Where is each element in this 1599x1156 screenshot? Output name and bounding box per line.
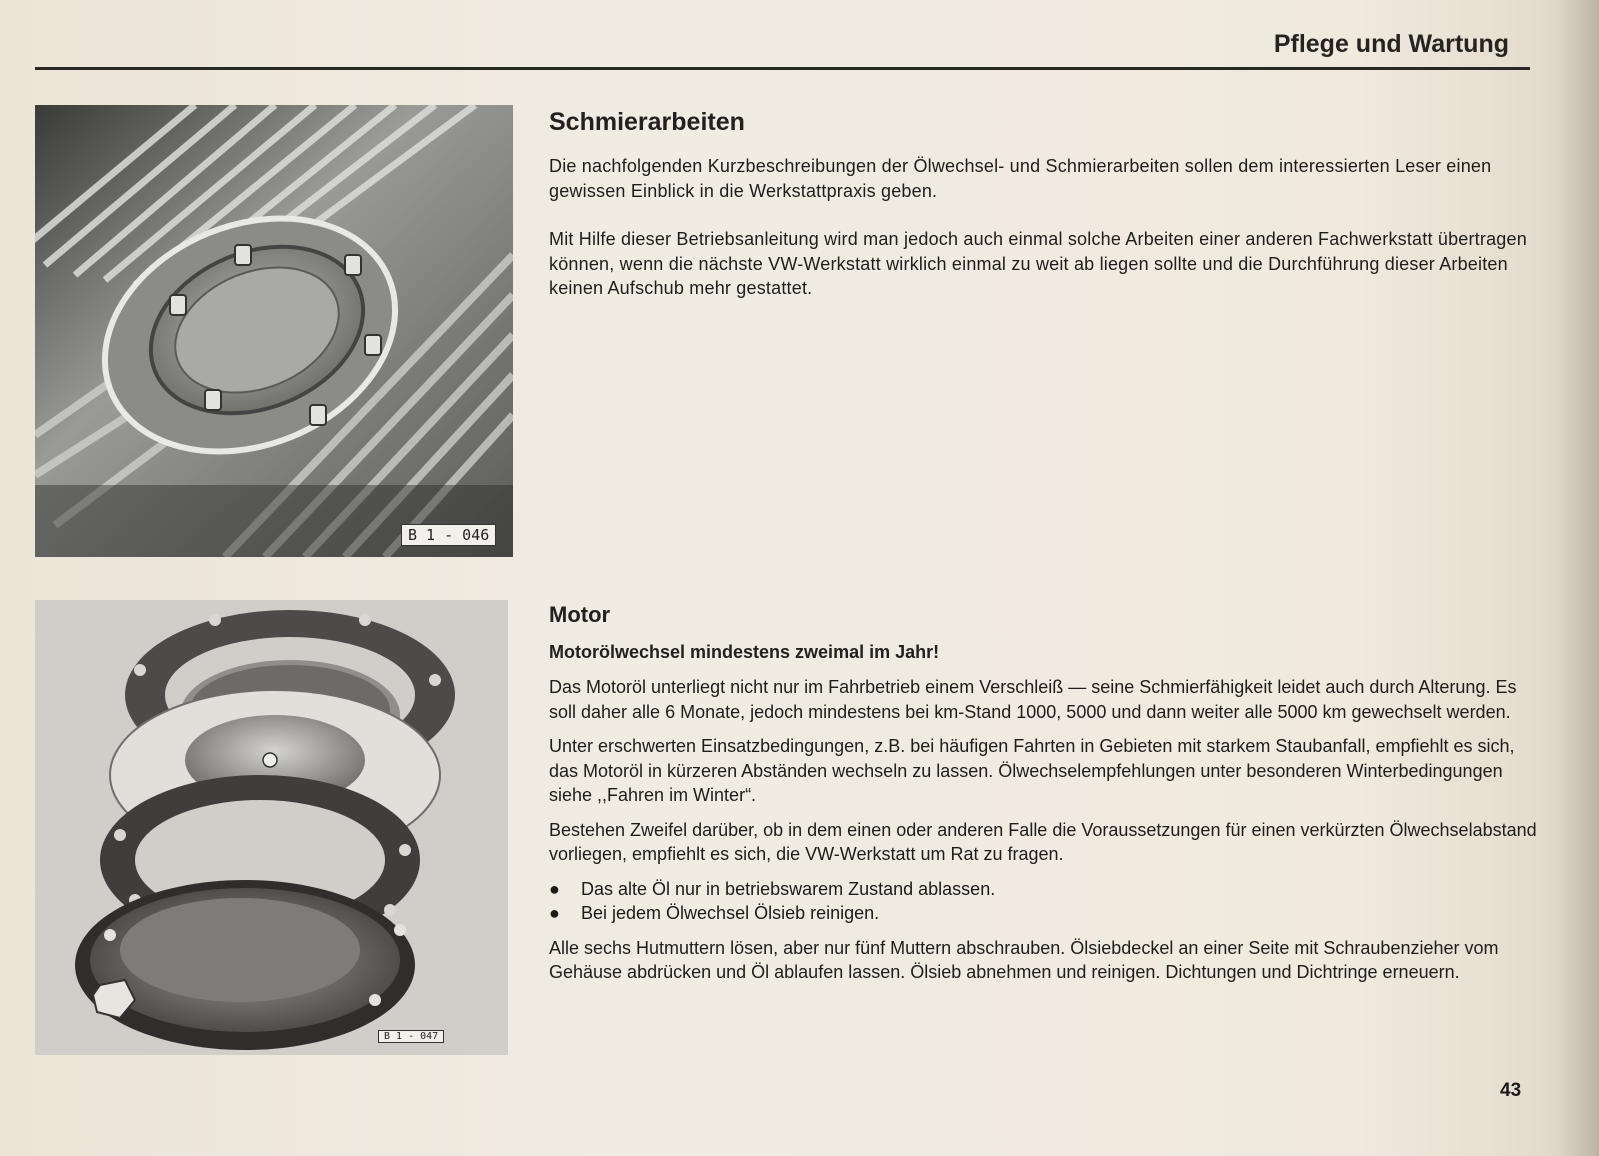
section-motor xyxy=(549,602,1539,995)
paragraph-verschleiss: Das Motoröl unterliegt nicht nur im Fahrbetrieb einem Verschleiß — seine Schmierfähigkeit leidet auch durch Alterung. Es soll daher alle 6 Monate, jedoch mindestens bei km-Stand 1000, 5000 und dann weiter alle 5000 km gewechselt werden. xyxy=(549,677,1517,722)
paragraph-betriebsanleitung: Mit Hilfe dieser Betriebsanleitung wird man jedoch auch einmal solche Arbeiten einer anderen Fachwerkstatt übertragen können, wenn die nächste VW-Werkstatt wirklich einmal zu weit ab liegen sollte und die Durchführung dieser Arbeiten keinen Aufschub mehr gestattet. xyxy=(549,229,1527,298)
paragraph-zweifel: Bestehen Zweifel darüber, ob in dem einen oder anderen Falle die Voraussetzungen für einen verkürzten Ölwechselabstand vorliegen, empfiehlt es sich, die VW-Werkstatt um Rat zu fragen. xyxy=(549,819,1537,864)
bullet-icon: ● xyxy=(549,878,560,899)
section-schmierarbeiten xyxy=(549,108,1539,325)
section-header-title: Pflege und Wartung xyxy=(1273,30,1509,58)
figure-label-b1-047: B 1 - 047 xyxy=(378,1030,444,1043)
list-item xyxy=(549,877,1539,902)
figure-label-b1-046: B 1 - 046 xyxy=(401,524,496,546)
photo-oil-sump xyxy=(35,105,513,557)
instruction-list xyxy=(549,877,1539,926)
list-item-text: Das alte Öl nur in betriebswarem Zustand ablassen. xyxy=(581,878,996,899)
page-number: 43 xyxy=(1500,1080,1522,1101)
bullet-icon: ● xyxy=(549,903,560,923)
header-rule xyxy=(35,67,1530,70)
list-item xyxy=(549,901,1539,926)
paragraph-hutmuttern: Alle sechs Hutmuttern lösen, aber nur fünf Muttern abschrauben. Ölsiebdeckel an einer Seite mit Schraubenzieher vom Gehäuse abdrücken und Öl ablaufen lassen. Ölsieb abnehmen und reinigen. Dichtungen und Dichtringe erneuern. xyxy=(549,937,1499,982)
paragraph-einsatzbedingungen: Unter erschwerten Einsatzbedingungen, z.B. bei häufigen Fahrten in Gebieten mit starkem Staubanfall, empfiehlt es sich, das Motoröl in kürzeren Abständen wechseln zu lassen. Ölwechselempfehlungen unter besonderen Winterbedingungen siehe ,,Fahren im Winter“. xyxy=(549,736,1515,805)
subheading-oil-change: Motorölwechsel mindestens zweimal im Jahr! xyxy=(549,642,940,662)
paragraph-intro: Die nachfolgenden Kurzbeschreibungen der Ölwechsel- und Schmierarbeiten sollen dem interessierten Leser einen gewissen Einblick in die Werkstattpraxis geben. xyxy=(549,156,1492,201)
heading-schmierarbeiten: Schmierarbeiten xyxy=(549,108,745,136)
photo-strainer-parts xyxy=(35,600,508,1055)
heading-motor: Motor xyxy=(549,602,611,627)
list-item-text: Bei jedem Ölwechsel Ölsieb reinigen. xyxy=(581,903,880,923)
page-edge-shadow xyxy=(1559,0,1599,1156)
